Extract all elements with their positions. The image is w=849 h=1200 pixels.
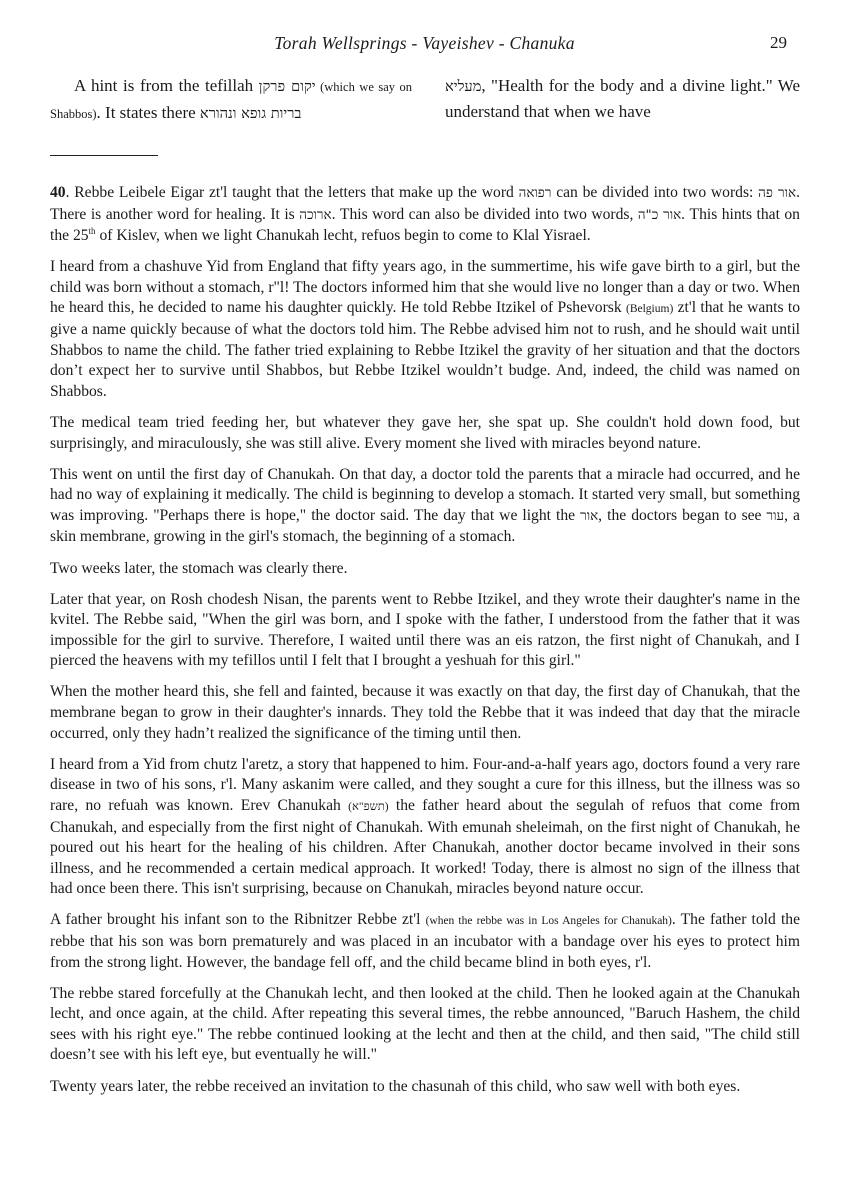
footnote-paragraph xyxy=(50,183,800,247)
parenthetical-note: (Belgium) xyxy=(626,303,674,316)
footnote-paragraph xyxy=(50,910,800,973)
text-run: I heard from a Yid from chutz l'aretz, a story that happened to him. Four-and-a-half years ago, doctors found a very rare disease in two of his sons, r'l. Many askanim were called, and they sought a cure for this illness, but the illness was so rare, no refuah was known. Erev Chanukah xyxy=(50,755,800,814)
footnote-paragraph xyxy=(50,559,800,580)
text-run: . Rebbe Leibele Eigar zt'l taught that the letters that make up the word xyxy=(65,184,519,201)
footnote-number: 40 xyxy=(50,184,66,201)
parenthetical-note: (which we say on Shabbos) xyxy=(50,80,412,121)
text-run: zt'l that he wants to give a name quickly because of what the doctors told him. The Rebbe advised him not to rush, and he should wait until Shabbos to name the child. The father tried explaining to Rebbe Itzikel the gravity of her situation and that the doctors don’t expect her to survive until Shabbos, but Rebbe Itzikel wouldn’t budge. And, indeed, the child was named on Shabbos. xyxy=(50,299,801,400)
hebrew-term: אור פה xyxy=(758,186,797,201)
text-run: A hint is from the tefillah xyxy=(74,76,259,95)
hebrew-term: אור כ"ה xyxy=(637,207,682,223)
ordinal-suffix: th xyxy=(88,226,96,236)
hebrew-term: אור xyxy=(580,508,599,524)
parenthetical-note: (when the rebbe was in Los Angeles for Chanukah) xyxy=(425,915,672,928)
parenthetical-note: (תשפ"א) xyxy=(348,800,389,813)
text-run: When the mother heard this, she fell and fainted, because it was exactly on that day, the first day of Chanukah, that the membrane began to grow in their daughter's innards. They told the Rebbe that it was indeed that day that the miracle occurred, only they hadn’t realized the significance of the timing until then. xyxy=(50,683,800,742)
hebrew-term: עור xyxy=(766,508,785,524)
footnote-divider xyxy=(50,155,158,156)
text-run: the father heard about the segulah of refuos that come from Chanukah, and especially from the first night of Chanukah. With emunah sheleimah, on the first night of Chanukah, he poured out his heart for the healing of his children. After Chanukah, another doctor became involved in their sons illness, and he recommended a certain medical approach. It worked! Today, there is almost no sign of the illness that had once been there. This isn't surprising, because on Chanukah, miracles beyond nature occur. xyxy=(50,796,801,898)
text-run: The rebbe stared forcefully at the Chanukah lecht, and then looked at the child. Then he looked again at the Chanukah lecht, and once again, at the child. After repeating this several times, the rebbe announced, "Baruch Hashem, the child sees with his right eye." The rebbe continued looking at the lecht and then at the child, and then said, "The child still doesn’t see with his left eye, but eventually he will." xyxy=(50,984,800,1064)
main-text-right-column xyxy=(445,73,800,124)
text-run: can be divided into two words: xyxy=(551,184,759,201)
text-run: . This word can also be divided into two words, xyxy=(331,205,638,223)
text-run: Later that year, on Rosh chodesh Nisan, the parents went to Rebbe Itzikel, and they wrote their daughter's name in the kvitel. The Rebbe said, "When the girl was born, and I spoke with the father, I understood from the father that it was impossible for the girl to survive. Therefore, I waited until there was an eis ratzon, the first night of Chanukah, and I pierced the heavens with my tefillos until I felt that I brought a yeshuah for this girl." xyxy=(50,590,800,670)
hebrew-term: רפואה xyxy=(518,186,552,201)
text-run: This went on until the first day of Chanukah. On that day, a doctor told the parents that a miracle had occurred, and he had no way of explaining it medically. The child is beginning to develop a stomach. It started very small, but something was improving. "Perhaps there is hope," the doctor said. The day that we light the xyxy=(50,465,800,524)
page-number: 29 xyxy=(770,33,787,52)
text-run: of Kislev, when we light Chanukah lecht, refuos begin to come to Klal Yisrael. xyxy=(95,227,591,245)
text-run: . It states there xyxy=(96,103,200,122)
footnote-section xyxy=(50,183,800,1108)
hebrew-term: מעליא xyxy=(445,78,482,95)
text-run: Two weeks later, the stomach was clearly there. xyxy=(50,559,348,577)
footnote-paragraph xyxy=(50,984,800,1066)
running-header-title: Torah Wellsprings - Vayeishev - Chanuka xyxy=(274,33,575,53)
text-run: , "Health for the body and a divine light." We understand that when we have xyxy=(445,76,800,121)
text-run: Twenty years later, the rebbe received an invitation to the chasunah of this child, who saw well with both eyes. xyxy=(50,1077,741,1095)
text-run: I heard from a chashuve Yid from England that fifty years ago, in the summertime, his wife gave birth to a girl, but the child was born without a stomach, r"l! The doctors informed him that she would live no longer than a day or two. When he heard this, he decided to name his daughter quickly. He told Rebbe Itzikel of Pshevorsk xyxy=(50,258,800,317)
footnote-paragraph xyxy=(50,413,800,454)
text-run: . The father told the rebbe that his son was born prematurely and was placed in an incubator with a bandage over his eyes to protect him from the strong light. However, the bandage fell off, and the child became blind in both eyes, r'l. xyxy=(50,911,800,971)
footnote-paragraph xyxy=(50,590,800,672)
text-run: The medical team tried feeding her, but whatever they gave her, she spat up. She couldn't hold down food, but surprisingly, and miraculously, she was still alive. Every moment she lived with miracles beyond nature. xyxy=(50,413,800,452)
footnote-paragraph xyxy=(50,755,800,900)
footnote-paragraph xyxy=(50,1077,800,1098)
footnote-paragraph xyxy=(50,682,800,744)
text-run: , the doctors began to see xyxy=(598,506,767,524)
text-run: . There is another word for healing. It is xyxy=(50,184,800,223)
hebrew-term: יקום פרקן xyxy=(258,78,316,95)
text-run: , a skin membrane, growing in the girl's stomach, the beginning of a stomach. xyxy=(50,506,800,546)
hebrew-term: בריות גופא ונהורא xyxy=(199,105,302,122)
main-text-left-column xyxy=(50,73,412,127)
text-run: . This hints that on the 25 xyxy=(50,205,800,245)
footnote-paragraph xyxy=(50,465,800,548)
hebrew-term: ארוכה xyxy=(299,207,332,223)
footnote-paragraph xyxy=(50,257,800,402)
text-run: A father brought his infant son to the Ribnitzer Rebbe zt'l xyxy=(50,911,426,929)
